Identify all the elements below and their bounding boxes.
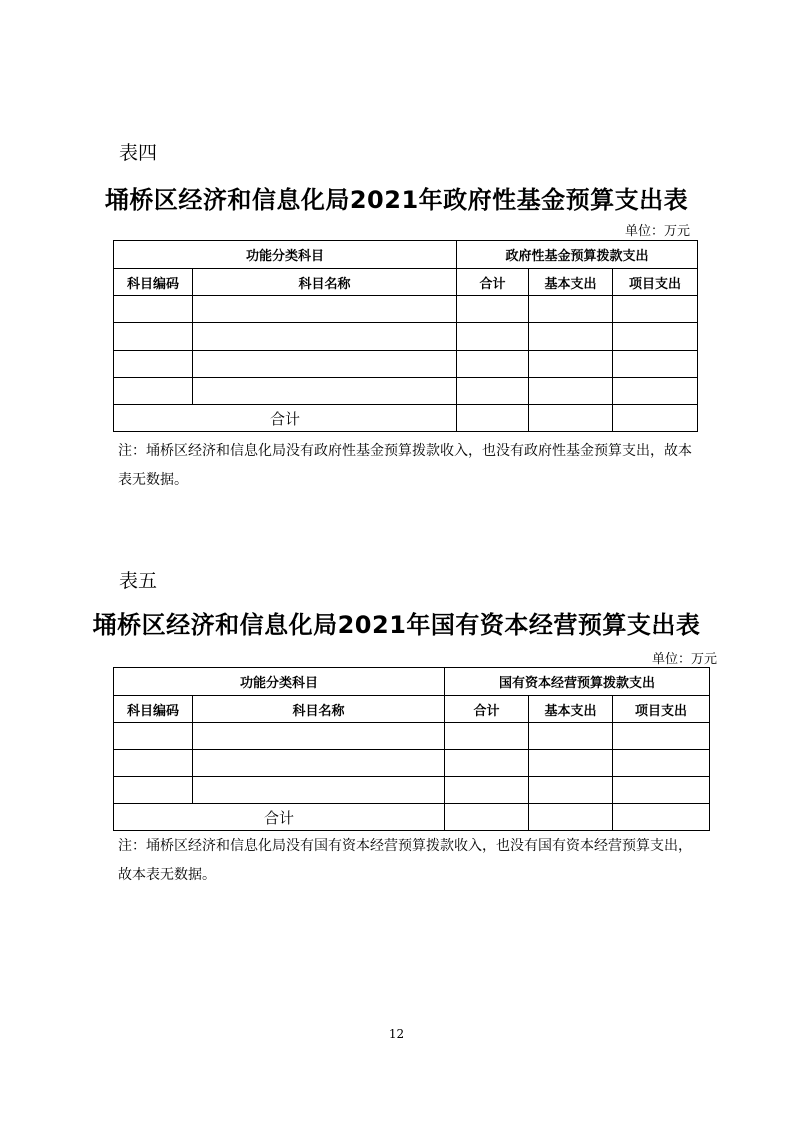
table-row (114, 296, 698, 323)
page-number: 12 (388, 1027, 405, 1041)
header-project-expenditure: 项目支出 (613, 696, 710, 723)
header-subject-name: 科目名称 (193, 696, 445, 723)
header-function-category: 功能分类科目 (114, 668, 445, 696)
header-function-category: 功能分类科目 (114, 241, 457, 269)
table5-unit: 单位：万元 (652, 652, 718, 667)
table4-unit: 单位：万元 (625, 224, 691, 239)
table-row (114, 777, 710, 804)
total-row-label: 合计 (114, 804, 445, 831)
header-project-expenditure: 项目支出 (613, 269, 698, 296)
header-subject-code: 科目编码 (114, 696, 193, 723)
header-allocation-expenditure: 政府性基金预算拨款支出 (457, 241, 698, 269)
header-subject-code: 科目编码 (114, 269, 193, 296)
table5-title: 埇桥区经济和信息化局2021年国有资本经营预算支出表 (92, 611, 701, 639)
table-row (114, 723, 710, 750)
table5-label: 表五 (119, 570, 158, 592)
table-row (114, 750, 710, 777)
table-row (114, 323, 698, 351)
header-allocation-expenditure: 国有资本经营预算拨款支出 (445, 668, 710, 696)
header-subject-name: 科目名称 (193, 269, 457, 296)
table4-note: 注：埇桥区经济和信息化局没有政府性基金预算拨款收入，也没有政府性基金预算支出，故本表无数据。 (118, 443, 692, 488)
header-basic-expenditure: 基本支出 (529, 696, 613, 723)
table4-title: 埇桥区经济和信息化局2021年政府性基金预算支出表 (104, 186, 689, 214)
table4-label: 表四 (119, 142, 158, 164)
table-row (114, 351, 698, 378)
header-basic-expenditure: 基本支出 (529, 269, 613, 296)
table-row (114, 378, 698, 405)
total-row-label: 合计 (114, 405, 457, 432)
header-total: 合计 (445, 696, 529, 723)
table5-note: 注：埇桥区经济和信息化局没有国有资本经营预算拨款收入，也没有国有资本经营预算支出，故本表无数据。 (118, 838, 692, 883)
table4 (113, 240, 698, 432)
table5 (113, 667, 710, 831)
header-total: 合计 (457, 269, 529, 296)
